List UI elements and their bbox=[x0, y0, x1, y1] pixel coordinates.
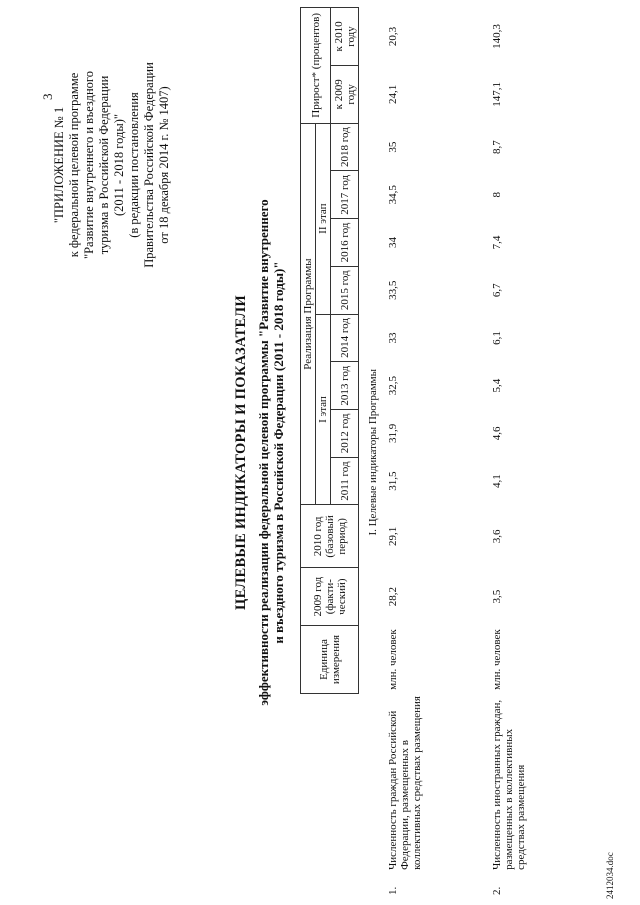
appendix-line: туризма в Российской Федерации bbox=[97, 75, 111, 255]
document-title: ЦЕЛЕВЫЕ ИНДИКАТОРЫ И ПОКАЗАТЕЛИ bbox=[233, 295, 249, 610]
header-year-2018: 2018 год bbox=[331, 123, 359, 171]
header-growth: Прирост* (процентов) bbox=[301, 8, 331, 124]
page-number: 3 bbox=[40, 93, 55, 100]
appendix-line: к федеральной целевой программе bbox=[67, 72, 81, 258]
table-row bbox=[485, 8, 565, 898]
indicators-table bbox=[300, 7, 565, 897]
header-year-2011: 2011 год bbox=[331, 457, 359, 505]
header-year-2013: 2013 год bbox=[331, 362, 359, 410]
value-2009: 3,5 bbox=[490, 589, 503, 604]
header-year-2016: 2016 год bbox=[331, 219, 359, 267]
table-row bbox=[381, 8, 485, 898]
value-growth-2009: 24,1 bbox=[386, 84, 399, 104]
document-subtitle bbox=[256, 100, 286, 805]
header-growth-2009: к 2009 году bbox=[331, 65, 359, 123]
header-realization: Реализация Программы bbox=[301, 123, 316, 505]
header-stage-2: II этап bbox=[316, 123, 331, 314]
value-2013: 5,4 bbox=[490, 378, 503, 393]
appendix-header bbox=[52, 35, 172, 295]
appendix-line: "ПРИЛОЖЕНИЕ № 1 bbox=[52, 106, 66, 224]
section-heading: I. Целевые индикаторы Программы bbox=[367, 368, 379, 536]
row-name: Численность граждан Российской Федерации, размещенных в коллективных средствах размещения bbox=[386, 696, 423, 870]
value-2012: 31,9 bbox=[386, 423, 399, 444]
value-growth-2010: 140,3 bbox=[490, 24, 503, 49]
appendix-line: (в редакции постановления bbox=[127, 92, 141, 238]
value-2018: 35 bbox=[386, 141, 399, 153]
subtitle-line: и въездного туризма в Российской Федерации (2011 - 2018 годы)" bbox=[271, 261, 286, 644]
header-blank bbox=[301, 694, 359, 897]
value-2012: 4,6 bbox=[490, 426, 503, 441]
value-growth-2010: 20,3 bbox=[386, 26, 399, 47]
appendix-line: от 18 декабря 2014 г. № 1407) bbox=[157, 86, 171, 244]
header-year-2014: 2014 год bbox=[331, 314, 359, 362]
header-growth-2010: к 2010 году bbox=[331, 8, 359, 66]
value-2015: 33,5 bbox=[386, 280, 399, 300]
header-unit: Единица измерения bbox=[301, 626, 359, 694]
file-name-footer: 2412034.doc bbox=[605, 852, 615, 899]
value-2016: 34 bbox=[386, 237, 399, 249]
value-2016: 7,4 bbox=[490, 235, 503, 250]
row-unit: млн. человек bbox=[490, 629, 503, 690]
header-year-2017: 2017 год bbox=[331, 171, 359, 219]
header-2009: 2009 год (факти-ческий) bbox=[301, 568, 359, 626]
appendix-line: "Развитие внутреннего и въездного bbox=[82, 71, 96, 259]
value-2013: 32,5 bbox=[386, 376, 399, 396]
value-2014: 33 bbox=[386, 332, 399, 344]
value-2017: 8 bbox=[490, 192, 503, 198]
header-2010: 2010 год (базовый период) bbox=[301, 505, 359, 568]
header-year-2015: 2015 год bbox=[331, 266, 359, 314]
value-2011: 4,1 bbox=[490, 474, 503, 488]
header-stage-1: I этап bbox=[316, 314, 331, 505]
row-number: 2. bbox=[490, 886, 503, 895]
row-number: 1. bbox=[386, 886, 399, 895]
subtitle-line: эффективности реализации федеральной целевой программы "Развитие внутреннего bbox=[256, 199, 271, 706]
value-2011: 31,5 bbox=[386, 471, 399, 491]
header-year-2012: 2012 год bbox=[331, 410, 359, 458]
value-2010: 3,6 bbox=[490, 529, 503, 544]
row-name: Численность иностранных граждан, размещенных в коллективных средствах размещения bbox=[490, 699, 527, 870]
value-growth-2009: 147,1 bbox=[490, 81, 503, 107]
row-unit: млн. человек bbox=[386, 629, 399, 690]
value-2014: 6,1 bbox=[490, 331, 503, 345]
appendix-line: Правительства Российской Федерации bbox=[142, 62, 156, 268]
value-2009: 28,2 bbox=[386, 587, 399, 607]
appendix-line: (2011 - 2018 годы)" bbox=[112, 114, 126, 216]
value-2010: 29,1 bbox=[386, 526, 399, 546]
value-2015: 6,7 bbox=[490, 283, 503, 298]
value-2018: 8,7 bbox=[490, 140, 503, 154]
value-2017: 34,5 bbox=[386, 185, 399, 205]
